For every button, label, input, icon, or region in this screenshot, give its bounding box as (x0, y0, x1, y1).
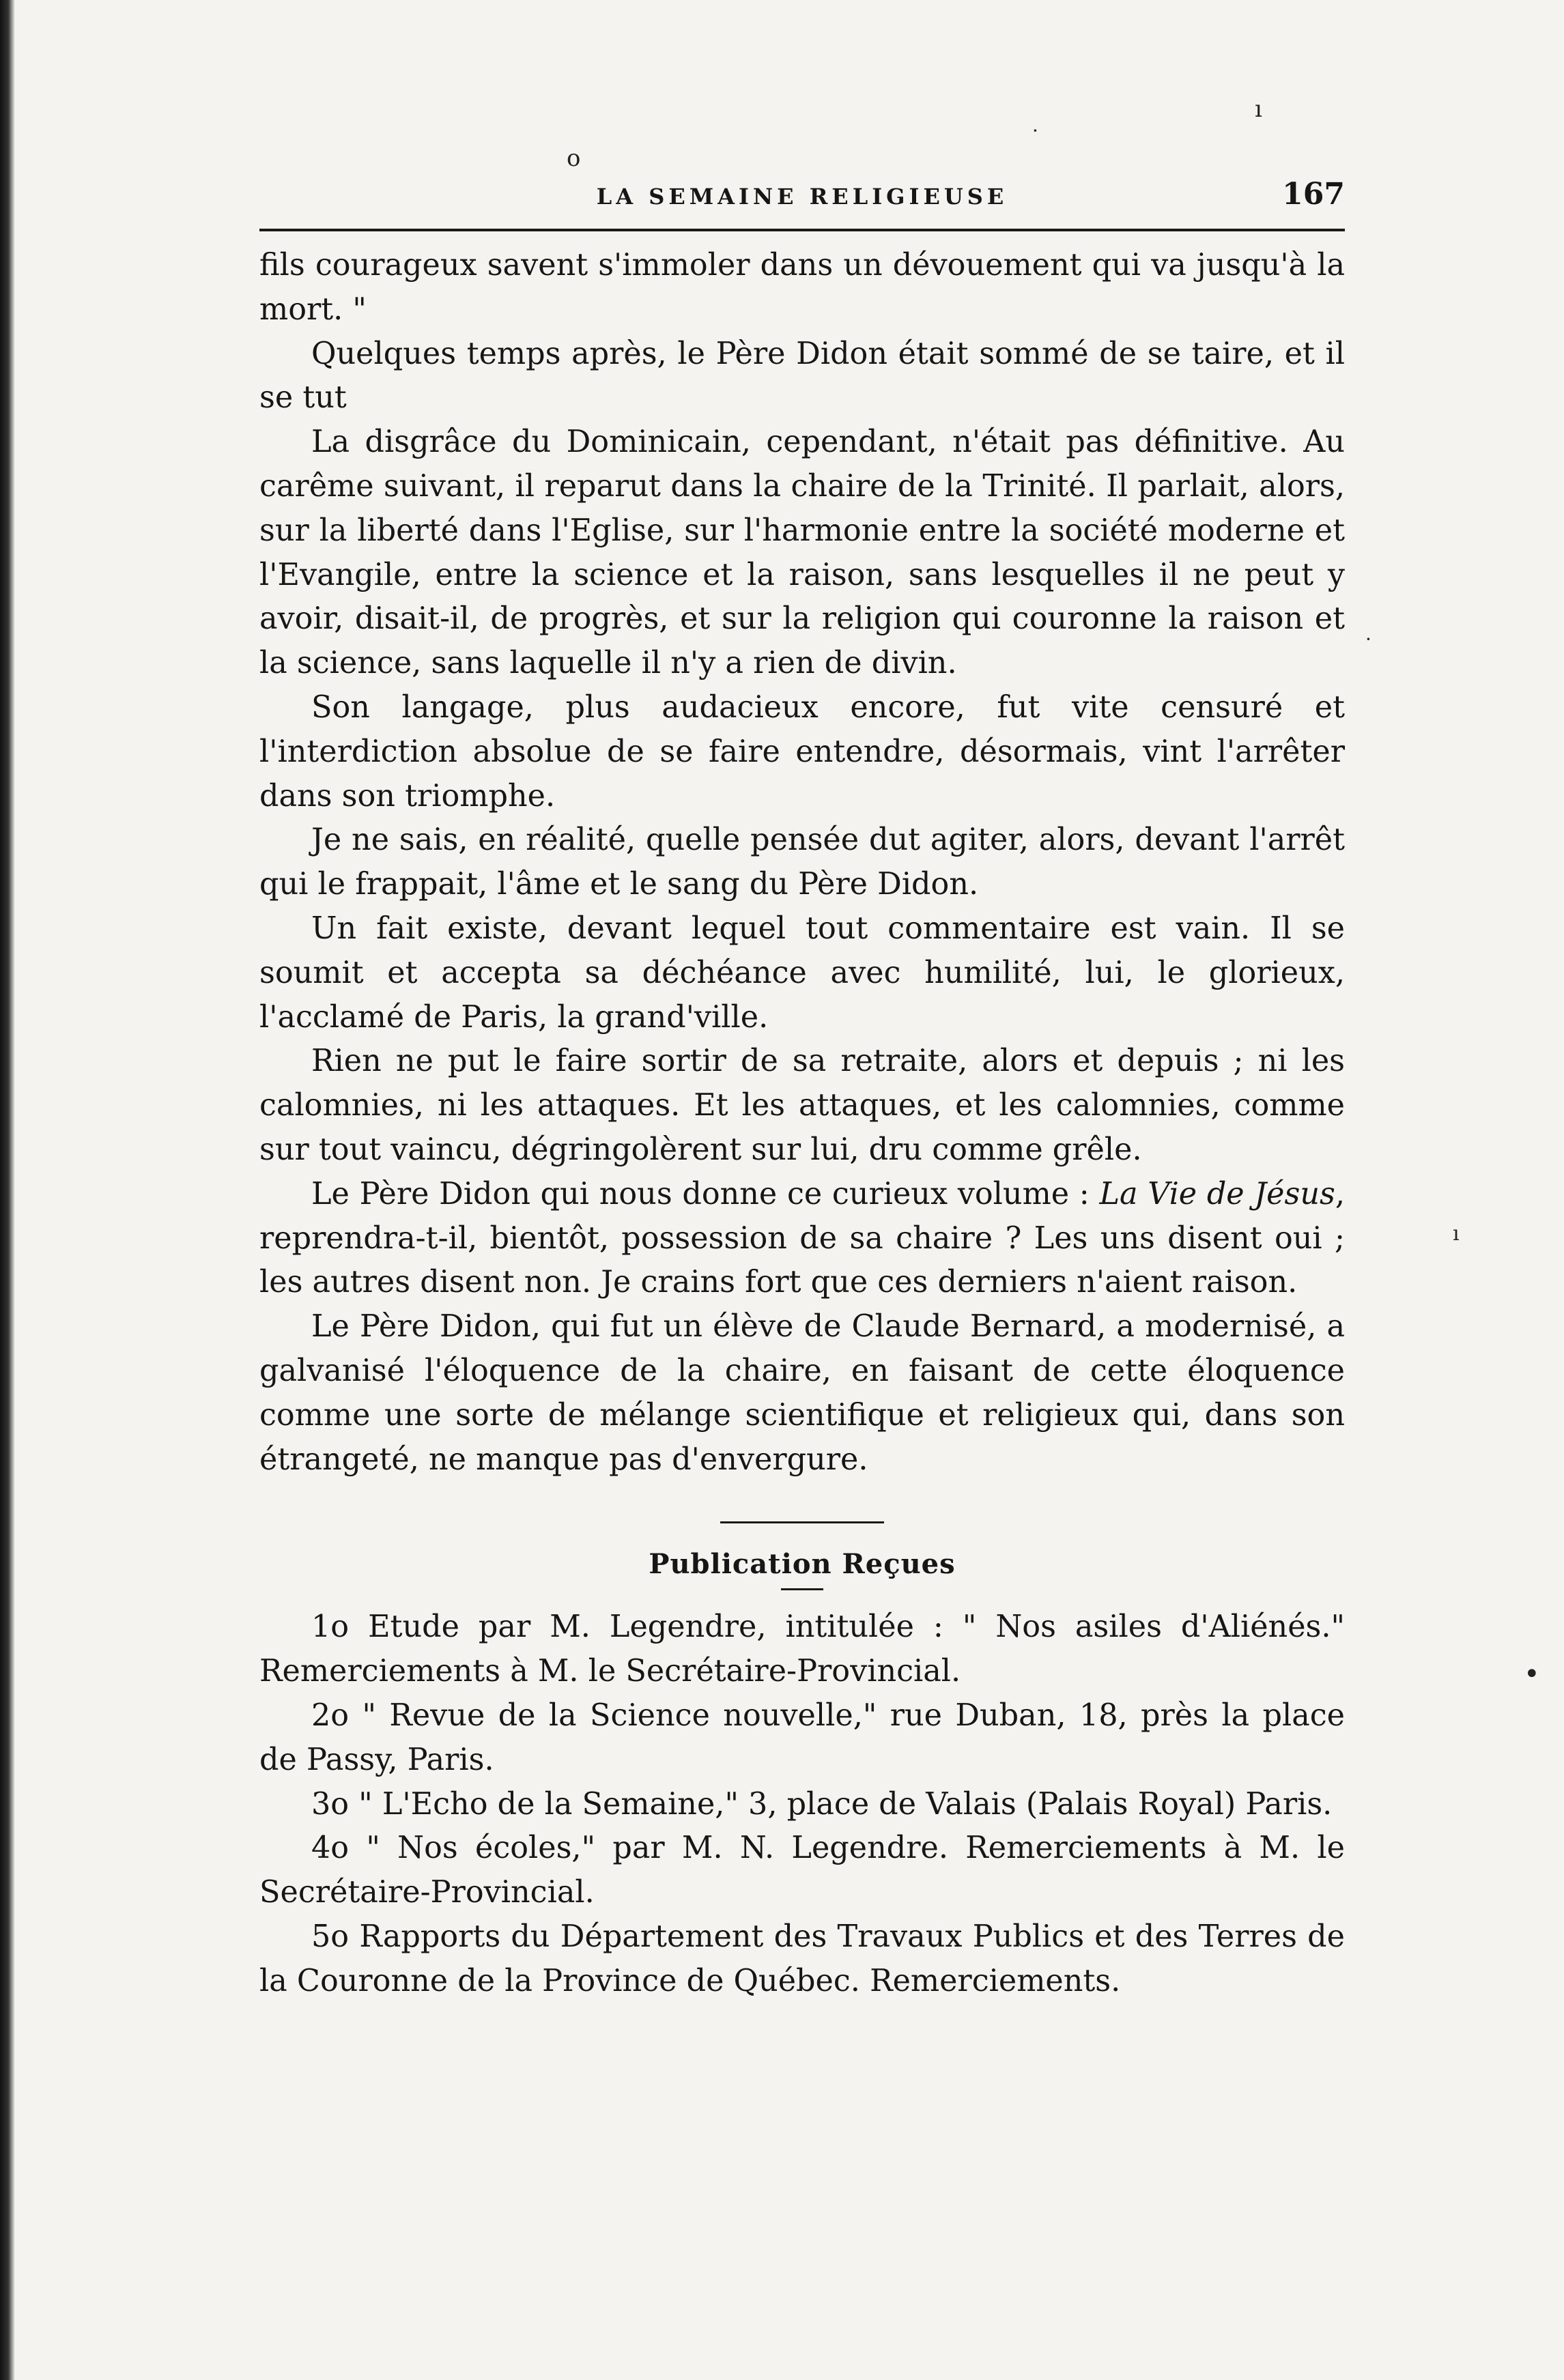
print-speck: ı (1453, 1222, 1460, 1246)
paragraph: Je ne sais, en réalité, quelle pensée dut agiter, alors, devant l'arrêt qui le frappait, l'âme et le sang du Père Didon. (259, 822, 1345, 902)
paragraph: Son langage, plus audacieux encore, fut vite censuré et l'interdiction absolue de se faire entendre, désormais, vint l'arrêter dans son triomphe. (259, 689, 1345, 814)
paragraph: Un fait existe, devant lequel tout commentaire est vain. Il se soumit et accepta sa déchéance avec humilité, lui, le glorieux, l'acclamé de Paris, la grand'ville. (259, 911, 1345, 1035)
paragraph: Le Père Didon, qui fut un élève de Claude Bernard, a modernisé, a galvanisé l'éloquence de la chaire, en faisant de cette éloquence comme une sorte de mélange scientifique et religieux qui, dans son étrangeté, ne manque pas d'envergure. (259, 1309, 1345, 1477)
running-head (259, 174, 1345, 231)
paragraph: fils courageux savent s'immoler dans un dévouement qui va jusqu'à la mort. " (259, 248, 1345, 327)
publication-item: 3o " L'Echo de la Semaine," 3, place de Valais (Palais Royal) Paris. (311, 1786, 1333, 1822)
print-speck: · (1365, 628, 1371, 650)
paragraph-text: , reprendra-t-il, bientôt, possession de sa chaire ? Les uns disent oui ; les autres disent non. Je crains fort que ces derniers n'aient raison. (259, 1176, 1345, 1300)
paragraph: Quelques temps après, le Père Didon était sommé de se taire, et il se tut (259, 336, 1345, 416)
print-speck: ı (1255, 96, 1262, 123)
publications-title: Publication Reçues (649, 1548, 956, 1581)
page-binding-edge (0, 0, 15, 2380)
section-divider (720, 1521, 884, 1523)
paragraph: Rien ne put le faire sortir de sa retraite, alors et depuis ; ni les calomnies, ni les attaques. Et les attaques, et les calomnies, comme sur tout vaincu, dégringolèrent sur lui, dru comme grêle. (259, 1044, 1345, 1167)
publication-item: 4o " Nos écoles," par M. N. Legendre. Remerciements à M. le Secrétaire-Provincial. (259, 1831, 1345, 1910)
title-underline (781, 1588, 823, 1590)
book-title: La Vie de Jésus (1099, 1176, 1335, 1211)
page-number: 167 (1282, 177, 1345, 212)
publication-item: 2o " Revue de la Science nouvelle," rue Duban, 18, près la place de Passy, Paris. (259, 1697, 1345, 1777)
page (259, 174, 1345, 2003)
print-speck: · (1032, 119, 1038, 142)
publication-item: 5o Rapports du Département des Travaux Publics et des Terres de la Couronne de la Province de Québec. Remerciements. (259, 1919, 1345, 1998)
running-title: LA SEMAINE RELIGIEUSE (596, 184, 1008, 210)
publications-list (259, 1605, 1345, 2003)
paragraph-text: Le Père Didon qui nous donne ce curieux volume : (311, 1176, 1100, 1211)
print-speck: o (567, 145, 581, 172)
print-speck: • (1524, 1659, 1540, 1690)
paragraph-didon-volume (259, 1173, 1345, 1305)
publication-item: 1o Etude par M. Legendre, intitulée : " Nos asiles d'Aliénés." Remerciements à M. le Secrétaire-Provincial. (259, 1609, 1345, 1689)
paragraph: La disgrâce du Dominicain, cependant, n'était pas définitive. Au carême suivant, il reparut dans la chaire de la Trinité. Il parlait, alors, sur la liberté dans l'Eglise, sur l'harmonie entre la société moderne et l'Evangile, entre la science et la raison, sans lesquelles il ne peut y avoir, disait-il, de progrès, et sur la religion qui couronne la raison et la science, sans laquelle il n'y a rien de divin. (259, 425, 1345, 681)
article-body (259, 244, 1345, 1482)
